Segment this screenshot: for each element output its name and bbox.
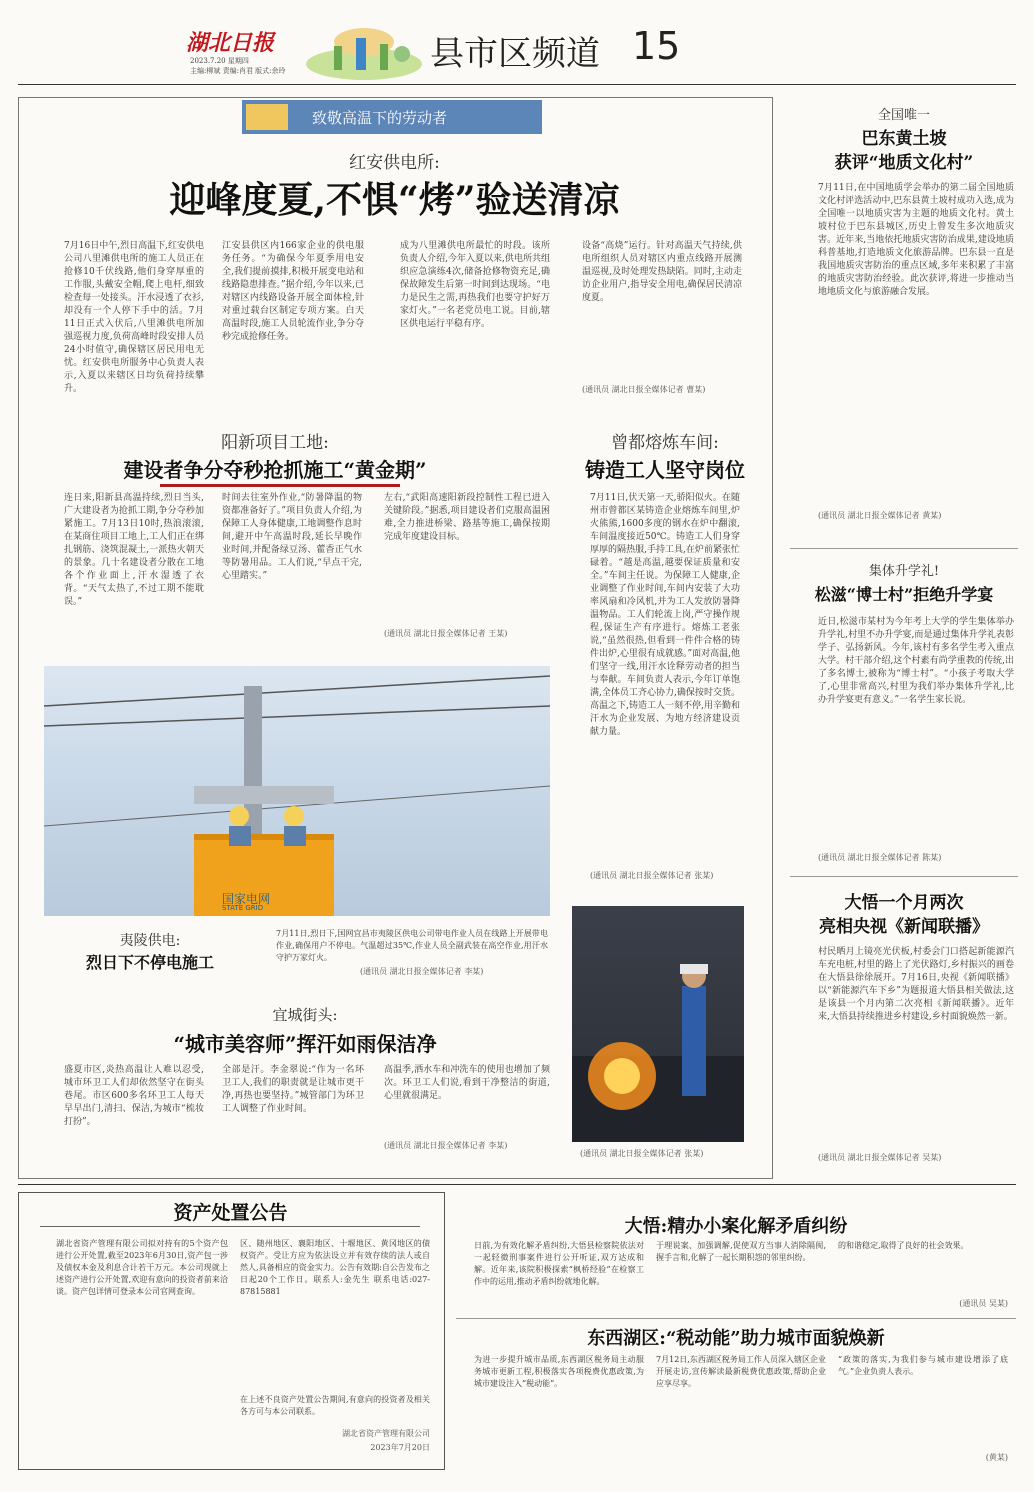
masthead-editors: 主编:柳斌 责编:肖君 版式:余玲 bbox=[190, 67, 286, 75]
state-grid-logo: 国家电网 bbox=[222, 892, 271, 906]
masthead-illustration bbox=[304, 24, 424, 80]
zengdu-body: 7月11日,伏天第一天,骄阳似火。在随州市曾都区某铸造企业熔炼车间里,炉火熊熊,1600多度的钢水在炉中翻滚,车间温度接近50℃。铸造工人们身穿厚厚的隔热服,手持工具,在炉前紧张忙碌着。“越是高温,越要保证质量和安全。”车间主任说。为保障工人健康,企业调整了作业时间,车间内安装了大功率风扇和冷风机,并为工人发放防暑降温物品。工人们轮流上岗,严守操作规程,保证生产有序进行。熔炼工老张说,“虽然很热,但看到一件件合格的铸件出炉,心里很有成就感。”面对高温,他们坚守一线,用汗水诠释劳动者的担当与奉献。车间负责人表示,今年订单饱满,全体员工齐心协力,确保按时交货。高温之下,铸造工人一刻不停,用辛勤和汗水为企业发展、为地方经济建设贡献力量。 bbox=[590, 493, 740, 737]
state-grid-logo-en: STATE GRID bbox=[222, 904, 264, 912]
yiling-caption: 7月11日,烈日下,国网宜昌市夷陵区供电公司带电作业人员在线路上开展带电作业,确保用户不停电。气温超过35℃,作业人员全副武装在高空作业,用汗水守护万家灯火。 bbox=[276, 929, 548, 962]
power-work-illustration bbox=[44, 666, 550, 916]
right1-headline-1: 巴东黄土坡 bbox=[861, 129, 947, 149]
yangxin-headline: 建设者争分夺秒抢抓施工“黄金期” bbox=[123, 458, 427, 482]
yangxin-col-3: 左右,“武阳高速阳新段控制性工程已进入关键阶段。”据悉,项目建设者们克服高温困难,全力推进桥梁、路基等施工,确保按期完成年度建设目标。 bbox=[384, 493, 550, 542]
lead-col-1: 7月16日中午,烈日高温下,红安供电公司八里滩供电所的施工人员正在抢修10千伏线路,他们身穿厚重的工作服,头戴安全帽,爬上电杆,细致检查每一处接头。汗水浸透了衣衫,却没有一个人停下手中的活。7月11日正式入伏后,八里滩供电所加强巡视力度,负荷高峰时段安排人员24小时值守,确保辖区居民用电无忧。红安供电所服务中心负责人表示,入夏以来辖区日均负荷持续攀升。 bbox=[64, 241, 204, 394]
notice-col-3: 在上述不良资产处置公告期间,有意向的投资者及相关各方可与本公司联系。 bbox=[240, 1395, 430, 1416]
paper-logo: 湖北日报 bbox=[186, 30, 275, 56]
yiling-byline: (通讯员 湖北日报全媒体记者 李某) bbox=[360, 967, 484, 976]
lead-headline: 迎峰度夏,不惧“烤”验送清凉 bbox=[169, 179, 620, 221]
lead-kicker: 红安供电所: bbox=[349, 153, 440, 173]
right1-byline: (通讯员 湖北日报全媒体记者 黄某) bbox=[818, 511, 942, 520]
masthead-date: 2023.7.20 星期四 bbox=[190, 57, 249, 65]
masthead bbox=[186, 20, 806, 80]
right2-body: 近日,松滋市某村为今年考上大学的学生集体举办升学礼,村里不办升学宴,而是通过集体升学礼表彰学子、弘扬新风。今年,该村有多名学生考入重点大学。村干部介绍,这个村素有尚学重教的传统,出了多名博士,被称为“博士村”。“小孩子考取大学了,心里非常高兴,村里为我们举办集体升学礼,比办升学宴更有意义。”一名学生家长说。 bbox=[818, 617, 1014, 705]
zengdu-kicker: 曾都熔炼车间: bbox=[611, 433, 719, 453]
yicheng-col-3: 高温季,洒水车和冲洗车的使用也增加了频次。环卫工人们说,看到干净整洁的街道,心里就很满足。 bbox=[384, 1065, 550, 1101]
yangxin-underline bbox=[160, 484, 400, 487]
notice-date: 2023年7月20日 bbox=[370, 1443, 430, 1452]
banner bbox=[242, 100, 542, 134]
dongxihu-byline: (黄某) bbox=[985, 1453, 1008, 1462]
dongxihu-col-2: 7月12日,东西湖区税务局工作人员深入辖区企业开展走访,宣传解读最新税费优惠政策,帮助企业应享尽享。 bbox=[656, 1355, 826, 1388]
yiling-headline: 烈日下不停电施工 bbox=[85, 953, 214, 972]
right-divider-2 bbox=[790, 876, 1018, 877]
foundry-illustration bbox=[572, 906, 744, 1142]
lead-col-3: 成为八里滩供电所最忙的时段。该所负责人介绍,今年入夏以来,供电所共组织应急演练4次,储备抢修物资充足,确保故障发生后第一时间到达现场。“电力是民生之需,再热我们也要守护好万家灯火。”一名老党员电工说。目前,辖区供电运行平稳有序。 bbox=[400, 241, 550, 329]
power-work-photo bbox=[44, 666, 550, 916]
notice-title: 资产处置公告 bbox=[173, 1202, 288, 1224]
dongxihu-col-1: 为进一步提升城市品质,东西湖区税务局主动服务城市更新工程,积极落实各项税费优惠政策,为城市建设注入“税动能”。 bbox=[474, 1355, 644, 1388]
yangxin-byline: (通讯员 湖北日报全媒体记者 王某) bbox=[384, 629, 508, 638]
right3-headline-2: 亮相央视《新闻联播》 bbox=[819, 917, 989, 937]
foundry-photo bbox=[572, 906, 744, 1142]
banner-label: 致敬高温下的劳动者 bbox=[312, 109, 448, 127]
dawu-byline: (通讯员 吴某) bbox=[959, 1299, 1008, 1308]
yicheng-byline: (通讯员 湖北日报全媒体记者 李某) bbox=[384, 1141, 508, 1150]
dawu-divider bbox=[456, 1318, 1016, 1319]
right3-headline-1: 大悟一个月两次 bbox=[844, 893, 964, 913]
foundry-photo-caption: (通讯员 湖北日报全媒体记者 张某) bbox=[580, 1149, 704, 1158]
page-number: 15 bbox=[632, 24, 681, 68]
yiling-kicker: 夷陵供电: bbox=[119, 933, 181, 949]
bottom-divider bbox=[18, 1184, 1016, 1185]
right1-kicker: 全国唯一 bbox=[877, 108, 930, 123]
yicheng-col-2: 全部是汗。李金翠说:“作为一名环卫工人,我们的职责就是让城市更干净,再热也要坚持。”城管部门为环卫工人调整了作业时间。 bbox=[222, 1065, 364, 1114]
yicheng-headline: “城市美容师”挥汗如雨保洁净 bbox=[173, 1032, 437, 1056]
right3-byline: (通讯员 湖北日报全媒体记者 吴某) bbox=[818, 1153, 942, 1162]
right2-headline: 松滋“博士村”拒绝升学宴 bbox=[814, 585, 994, 604]
notice-col-1: 湖北省资产管理有限公司拟对持有的5个资产包进行公开处置,截至2023年6月30日,资产包一涉及债权本金及利息合计若干万元。本公司现就上述资产进行公开处置,欢迎有意向的投资者前来洽谈。资产包详情可登录本公司官网查询。 bbox=[56, 1239, 228, 1296]
lead-col-2: 江安县供区内166家企业的供电服务任务。“为确保今年夏季用电安全,我们提前摸排,积极开展变电站和线路隐患排查。”据介绍,今年以来,已对辖区内线路设备开展全面体检,针对重过载台区制定专项方案。白天高温时段,施工人员轮流作业,争分夺秒完成抢修任务。 bbox=[222, 241, 364, 342]
channel-title: 县市区频道 bbox=[430, 34, 600, 74]
yangxin-kicker: 阳新项目工地: bbox=[221, 433, 329, 453]
right1-body: 7月11日,在中国地质学会举办的第二届全国地质文化村评选活动中,巴东县黄土坡村成功入选,成为全国唯一以地质灾害为主题的地质文化村。黄土坡村位于巴东县城区,历史上曾发生多次地质灾害。近年来,当地依托地质灾害防治成果,建设地质科普基地,打造地质文化旅游品牌。巴东县一直是我国地质灾害防治的重点区域,多年来积累了丰富的地质灾害防治经验。此次获评,将进一步推动当地地质文化与旅游融合发展。 bbox=[818, 183, 1014, 297]
yicheng-col-1: 盛夏市区,炎热高温让人难以忍受,城市环卫工人们却依然坚守在街头巷尾。市区600多名环卫工人每天早早出门,清扫、保洁,为城市“梳妆打扮”。 bbox=[64, 1065, 204, 1127]
right-divider-1 bbox=[790, 548, 1018, 549]
right3-body: 村民晒月上镜亮光伏板,村委会门口搭起新能源汽车充电桩,村里的路上了光伏路灯,乡村振兴的画卷在大悟县徐徐展开。7月16日,央视《新闻联播》以“新能源汽车下乡”为题报道大悟县相关做法,这是该县一个月内第二次亮相《新闻联播》。近年来,大悟县持续推进乡村建设,乡村面貌焕然一新。 bbox=[818, 947, 1014, 1022]
dawu-col-3: 的和谐稳定,取得了良好的社会效果。 bbox=[838, 1241, 969, 1250]
dawu-headline: 大悟:精办小案化解矛盾纠纷 bbox=[624, 1216, 848, 1237]
yangxin-col-1: 连日来,阳新县高温持续,烈日当头,广大建设者为抢抓工期,争分夺秒加紧施工。7月13日10时,热浪滚滚,在某商住项目工地上,工人们正在绑扎钢筋、浇筑混凝土,一派热火朝天的景象。几十名建设者分散在工地各个作业面上,汗水湿透了衣背。“天气太热了,不过工期不能耽误。” bbox=[64, 493, 204, 607]
dawu-col-1: 日前,为有效化解矛盾纠纷,大悟县检察院依法对一起轻微刑事案件进行公开听证,双方达成和解。近年来,该院积极探索“枫桥经验”在检察工作中的运用,推动矛盾纠纷就地化解。 bbox=[474, 1241, 644, 1286]
masthead-divider bbox=[18, 84, 1016, 85]
right2-byline: (通讯员 湖北日报全媒体记者 陈某) bbox=[818, 853, 942, 862]
notice-col-2: 区、随州地区、襄阳地区、十堰地区、黄冈地区的债权资产。受让方应为依法设立并有效存续的法人或自然人,具备相应的资金实力。公告有效期:自公告发布之日起20个工作日。联系人:金先生 联系电话:027-87815881 bbox=[240, 1239, 430, 1296]
banner-icon bbox=[246, 104, 288, 130]
zengdu-byline: (通讯员 湖北日报全媒体记者 张某) bbox=[590, 871, 714, 880]
notice-title-rule bbox=[40, 1226, 420, 1227]
zengdu-headline: 铸造工人坚守岗位 bbox=[585, 458, 745, 482]
right2-kicker: 集体升学礼! bbox=[868, 564, 940, 579]
right1-headline-2: 获评“地质文化村” bbox=[834, 153, 974, 173]
yicheng-kicker: 宜城街头: bbox=[272, 1006, 338, 1024]
lead-col-4: 设备“高烧”运行。针对高温天气持续,供电所组织人员对辖区内重点线路开展测温巡视,及时处理发热缺陷。同时,主动走访企业用户,指导安全用电,确保居民清凉度夏。 bbox=[582, 241, 742, 303]
lead-byline: (通讯员 湖北日报全媒体记者 曹某) bbox=[582, 385, 706, 394]
notice-signature: 湖北省资产管理有限公司 bbox=[342, 1429, 430, 1438]
dongxihu-headline: 东西湖区:“税动能”助力城市面貌焕新 bbox=[587, 1328, 885, 1349]
dongxihu-col-3: “政策的落实,为我们参与城市建设增添了底气。”企业负责人表示。 bbox=[838, 1355, 1008, 1376]
yangxin-col-2: 时间去往室外作业,“防暑降温的物资都准备好了。”项目负责人介绍,为保障工人身体健康,工地调整作息时间,避开中午高温时段,延长早晚作业时间,并配备绿豆汤、藿香正气水等防暑用品。工人们说,“早点干完,心里踏实。” bbox=[222, 493, 362, 581]
dawu-col-2: 于理说案、加强调解,促使双方当事人消除隔阂,握手言和,化解了一起长期积怨的邻里纠纷。 bbox=[656, 1241, 826, 1262]
